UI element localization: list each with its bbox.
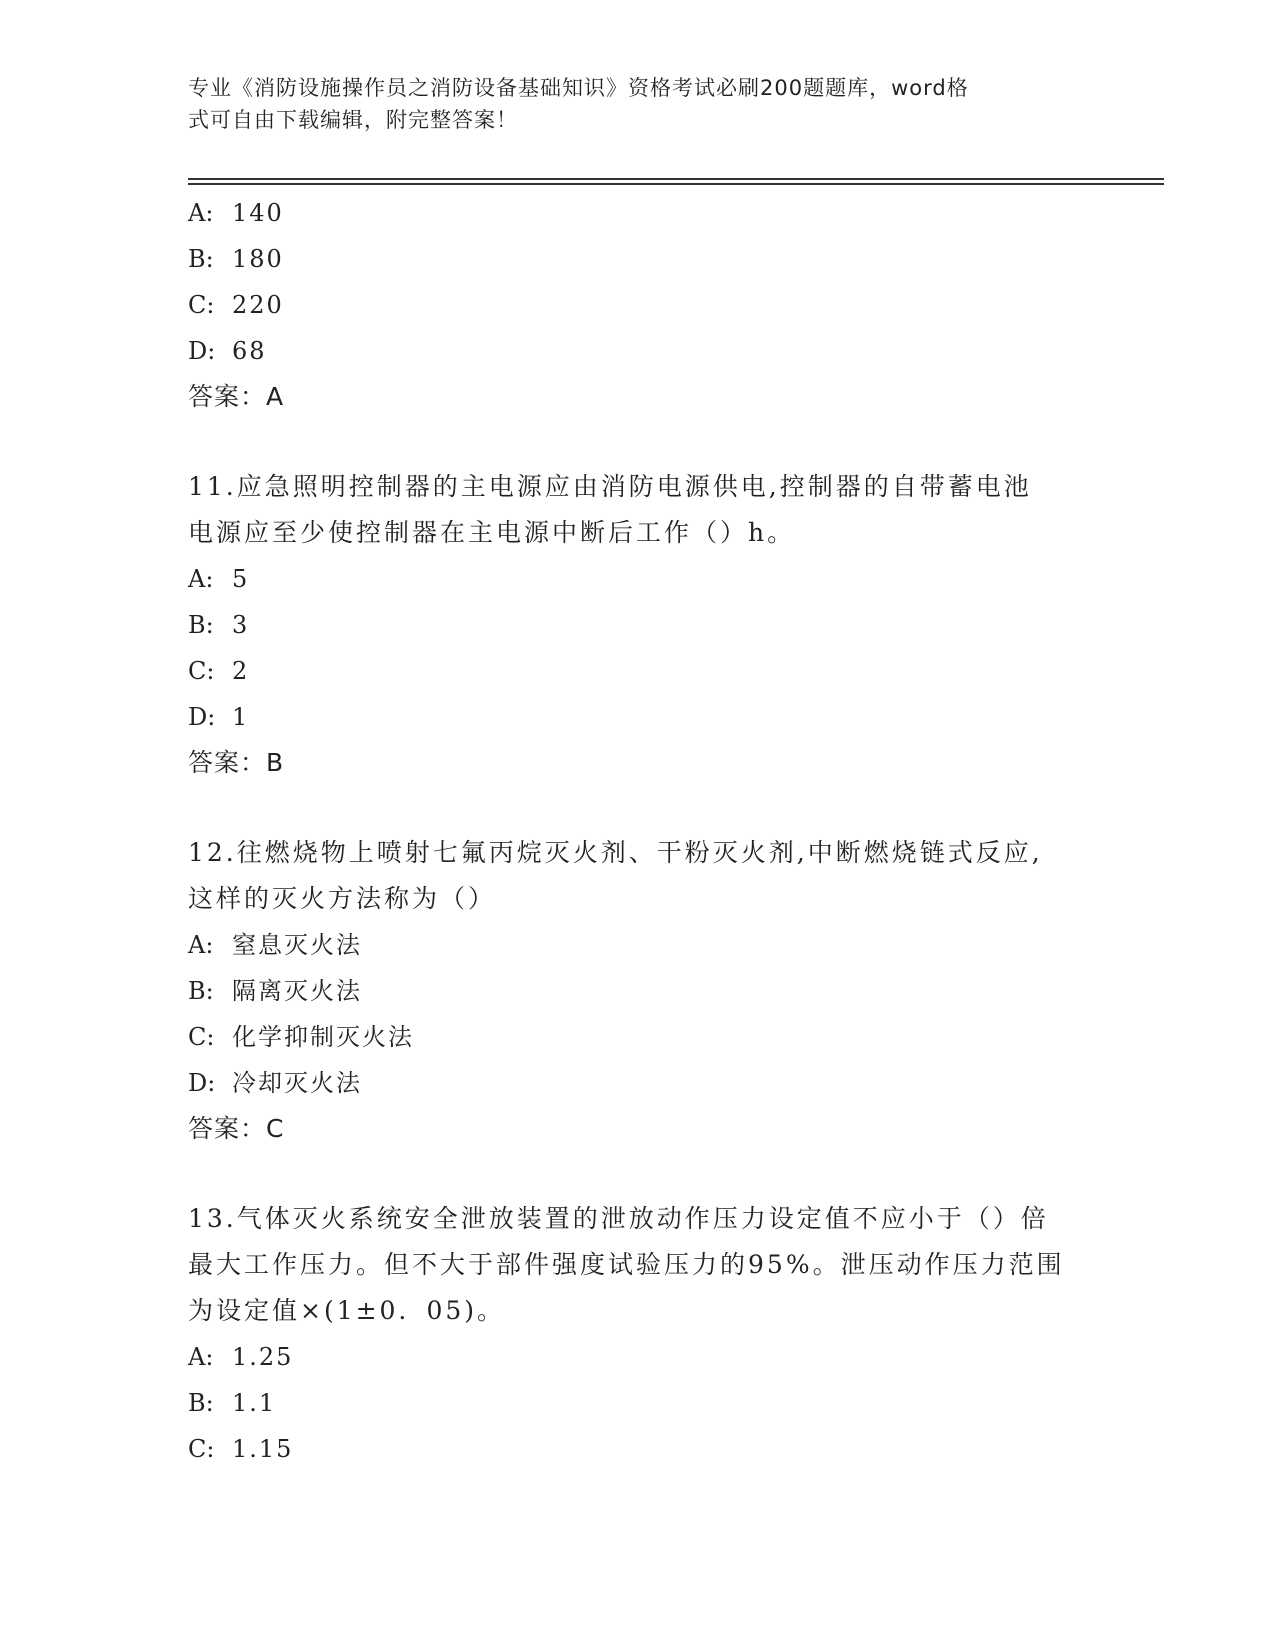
option-c <box>188 1014 1088 1060</box>
question-list <box>188 190 1088 1472</box>
question-12 <box>188 830 1088 1152</box>
option-a <box>188 922 1088 968</box>
option-b <box>188 1380 1088 1426</box>
answer-line: 答案：A <box>188 382 285 411</box>
question-11 <box>188 464 1088 786</box>
option-label: A: <box>188 1343 214 1371</box>
header-line-2: 式可自由下载编辑，附完整答案！ <box>188 108 518 132</box>
option-label: A: <box>188 565 214 593</box>
option-b <box>188 602 1088 648</box>
question-text-line: 11.应急照明控制器的主电源应由消防电源供电,控制器的自带蓄电池 <box>188 472 1032 501</box>
option-text: 化学抑制灭火法 <box>232 1023 414 1051</box>
spacer <box>188 786 1088 830</box>
option-text: 140 <box>232 199 284 227</box>
option-d <box>188 1060 1088 1106</box>
option-label: B: <box>188 1389 214 1417</box>
spacer <box>188 1152 1088 1196</box>
option-label: A: <box>188 931 214 959</box>
option-b <box>188 236 1088 282</box>
option-label: C: <box>188 1023 215 1051</box>
option-text: 1.1 <box>232 1389 277 1417</box>
option-text: 2 <box>232 657 250 685</box>
option-text: 1.25 <box>232 1343 294 1371</box>
option-text: 1 <box>232 703 250 731</box>
header-divider-bottom <box>188 183 1164 185</box>
document-header <box>188 72 1068 136</box>
header-divider-top <box>188 178 1164 180</box>
option-c <box>188 282 1088 328</box>
option-text: 窒息灭火法 <box>232 931 362 959</box>
option-a <box>188 556 1088 602</box>
option-d <box>188 328 1088 374</box>
answer-line: 答案：C <box>188 1114 285 1143</box>
option-label: C: <box>188 1435 215 1463</box>
option-text: 冷却灭火法 <box>232 1069 362 1097</box>
header-line-1: 专业《消防设施操作员之消防设备基础知识》资格考试必刷200题题库，word格 <box>188 76 969 100</box>
question-13 <box>188 1196 1088 1472</box>
question-text-line: 最大工作压力。但不大于部件强度试验压力的95%。泄压动作压力范围 <box>188 1250 1065 1279</box>
option-c <box>188 1426 1088 1472</box>
option-text: 1.15 <box>232 1435 294 1463</box>
answer-line: 答案：B <box>188 748 285 777</box>
option-a <box>188 1334 1088 1380</box>
option-text: 68 <box>232 337 267 365</box>
option-text: 180 <box>232 245 284 273</box>
option-c <box>188 648 1088 694</box>
option-label: D: <box>188 337 216 365</box>
question-text-line: 这样的灭火方法称为（） <box>188 884 497 913</box>
option-d <box>188 694 1088 740</box>
option-label: B: <box>188 245 214 273</box>
option-label: B: <box>188 977 214 1005</box>
option-label: C: <box>188 291 215 319</box>
option-text: 3 <box>232 611 250 639</box>
option-label: B: <box>188 611 214 639</box>
option-text: 220 <box>232 291 284 319</box>
option-label: D: <box>188 703 216 731</box>
question-text-line: 13.气体灭火系统安全泄放装置的泄放动作压力设定值不应小于（）倍 <box>188 1204 1049 1233</box>
question-text-line: 电源应至少使控制器在主电源中断后工作（）h。 <box>188 518 796 547</box>
question-10-options <box>188 190 1088 420</box>
option-label: D: <box>188 1069 216 1097</box>
question-text-line: 12.往燃烧物上喷射七氟丙烷灭火剂、干粉灭火剂,中断燃烧链式反应, <box>188 838 1043 867</box>
option-b <box>188 968 1088 1014</box>
question-text-line: 为设定值×(1±0．05)。 <box>188 1296 506 1325</box>
option-a <box>188 190 1088 236</box>
option-label: A: <box>188 199 214 227</box>
option-label: C: <box>188 657 215 685</box>
option-text: 隔离灭火法 <box>232 977 362 1005</box>
spacer <box>188 420 1088 464</box>
option-text: 5 <box>232 565 250 593</box>
